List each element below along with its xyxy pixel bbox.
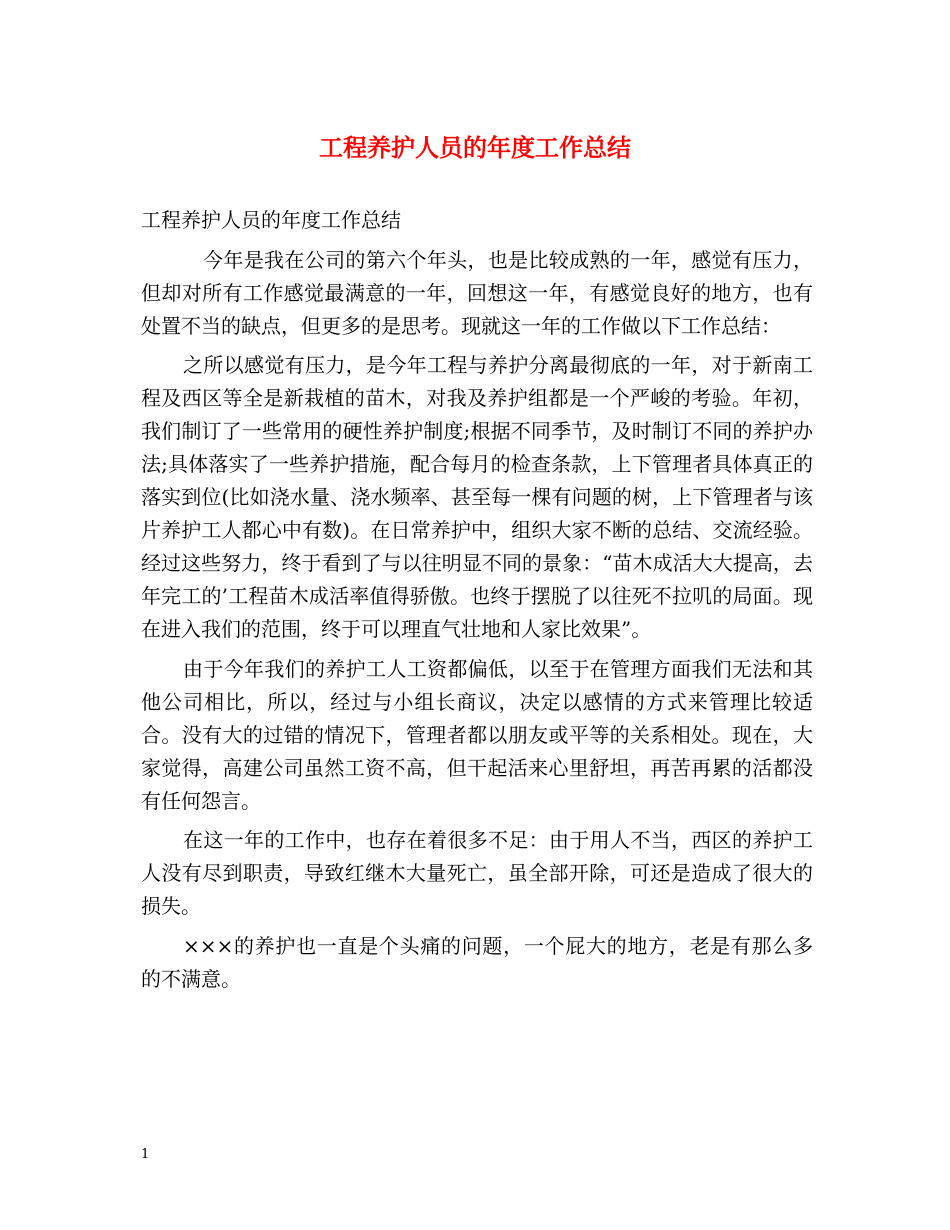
paragraph-intro: 今年是我在公司的第六个年头，也是比较成熟的一年，感觉有压力，但却对所有工作感觉最满意的一年，回想这一年，有感觉良好的地方，也有处置不当的缺点，但更多的是思考。现就这一年的工作做以下工作总结： bbox=[141, 247, 813, 338]
paragraph-shortcomings: 在这一年的工作中，也存在着很多不足：由于用人不当，西区的养护工人没有尽到职责，导致红继木大量死亡，虽全部开除，可还是造成了很大的损失。 bbox=[141, 828, 813, 918]
paragraph-pressure: 之所以感觉有压力，是今年工程与养护分离最彻底的一年，对于新南工程及西区等全是新栽植的苗木，对我及养护组都是一个严峻的考验。年初，我们制订了一些常用的硬性养护制度;根据不同季节，及时制订不同的养护办法;具体落实了一些养护措施，配合每月的检查条款，上下管理者具体真正的落实到位(比如浇水量、浇水频率、甚至每一棵有问题的树，上下管理者与该片养护工人都心中有数)。在日常养护中，组织大家不断的总结、交流经验。经过这些努力，终于看到了与以往明显不同的景象：“苗木成活大大提高，去年完工的’工程苗木成活率值得骄傲。也终于摆脱了以往死不拉叽的局面。现在进入我们的范围，终于可以理直气壮地和人家比效果”。 bbox=[141, 353, 813, 641]
document-subtitle: 工程养护人员的年度工作总结 bbox=[141, 208, 401, 232]
paragraph-management: 由于今年我们的养护工人工资都偏低，以至于在管理方面我们无法和其他公司相比，所以，经过与小组长商议，决定以感情的方式来管理比较适合。没有大的过错的情况下，管理者都以朋友或平等的关系相处。现在，大家觉得，高建公司虽然工资不高，但干起活来心里舒坦，再苦再累的活都没有任何怨言。 bbox=[141, 656, 813, 813]
page-number: 1 bbox=[141, 1147, 150, 1162]
paragraph-maintenance-issue: ×××的养护也一直是个头痛的问题，一个屁大的地方，老是有那么多的不满意。 bbox=[141, 933, 813, 991]
document-body bbox=[141, 204, 813, 1002]
document-title: 工程养护人员的年度工作总结 bbox=[319, 133, 631, 162]
